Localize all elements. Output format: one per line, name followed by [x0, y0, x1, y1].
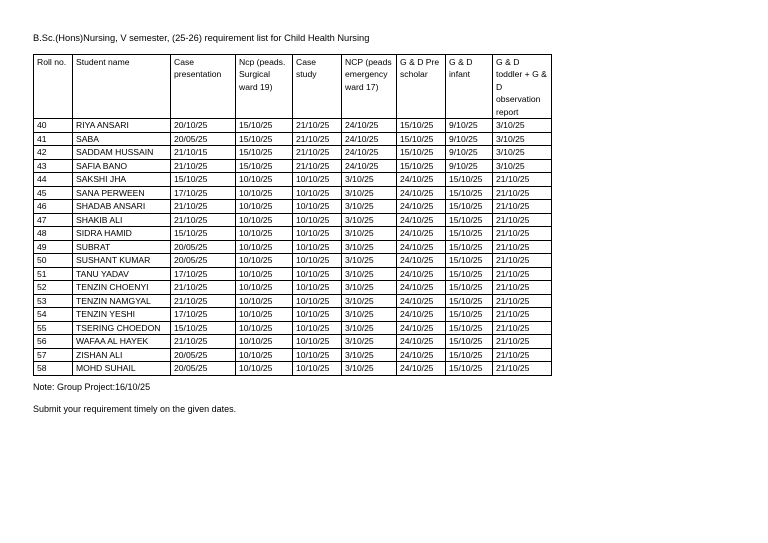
gd-infant-cell: 9/10/25 [446, 132, 493, 146]
case-study-cell: 10/10/25 [293, 240, 342, 254]
student-name-cell: SHAKIB ALI [73, 213, 171, 227]
gd-pre-scholar-cell: 24/10/25 [397, 173, 446, 187]
ncp-emergency-cell: 3/10/25 [342, 213, 397, 227]
ncp-surgical-cell: 10/10/25 [236, 362, 293, 376]
gd-toddler-cell: 3/10/25 [493, 146, 552, 160]
header-ncp-surgical: Ncp (peads. Surgical ward 19) [236, 55, 293, 119]
gd-infant-cell: 15/10/25 [446, 294, 493, 308]
roll-no-cell: 47 [34, 213, 73, 227]
requirement-table [33, 54, 552, 376]
case-presentation-cell: 17/10/25 [171, 267, 236, 281]
ncp-emergency-cell: 3/10/25 [342, 281, 397, 295]
case-study-cell: 10/10/25 [293, 200, 342, 214]
ncp-surgical-cell: 10/10/25 [236, 335, 293, 349]
roll-no-cell: 50 [34, 254, 73, 268]
gd-toddler-cell: 21/10/25 [493, 267, 552, 281]
case-presentation-cell: 15/10/25 [171, 227, 236, 241]
roll-no-cell: 43 [34, 159, 73, 173]
case-presentation-cell: 15/10/25 [171, 321, 236, 335]
case-study-cell: 10/10/25 [293, 308, 342, 322]
header-gd-pre-scholar: G & D Pre scholar [397, 55, 446, 119]
gd-infant-cell: 9/10/25 [446, 159, 493, 173]
ncp-surgical-cell: 10/10/25 [236, 186, 293, 200]
gd-pre-scholar-cell: 24/10/25 [397, 321, 446, 335]
ncp-surgical-cell: 10/10/25 [236, 348, 293, 362]
gd-infant-cell: 15/10/25 [446, 240, 493, 254]
gd-pre-scholar-cell: 15/10/25 [397, 159, 446, 173]
student-name-cell: SHADAB ANSARI [73, 200, 171, 214]
student-name-cell: RIYA ANSARI [73, 119, 171, 133]
case-study-cell: 10/10/25 [293, 213, 342, 227]
case-study-cell: 10/10/25 [293, 348, 342, 362]
gd-toddler-cell: 21/10/25 [493, 281, 552, 295]
roll-no-cell: 53 [34, 294, 73, 308]
gd-infant-cell: 15/10/25 [446, 362, 493, 376]
roll-no-cell: 58 [34, 362, 73, 376]
header-ncp-emergency: NCP (peads emergency ward 17) [342, 55, 397, 119]
ncp-surgical-cell: 15/10/25 [236, 159, 293, 173]
ncp-emergency-cell: 3/10/25 [342, 186, 397, 200]
ncp-surgical-cell: 10/10/25 [236, 308, 293, 322]
gd-pre-scholar-cell: 24/10/25 [397, 335, 446, 349]
ncp-surgical-cell: 10/10/25 [236, 281, 293, 295]
student-name-cell: WAFAA AL HAYEK [73, 335, 171, 349]
table-row [34, 159, 552, 173]
case-study-cell: 10/10/25 [293, 294, 342, 308]
case-presentation-cell: 20/05/25 [171, 362, 236, 376]
ncp-surgical-cell: 10/10/25 [236, 240, 293, 254]
gd-pre-scholar-cell: 24/10/25 [397, 240, 446, 254]
ncp-emergency-cell: 24/10/25 [342, 119, 397, 133]
roll-no-cell: 54 [34, 308, 73, 322]
case-presentation-cell: 20/05/25 [171, 254, 236, 268]
gd-pre-scholar-cell: 24/10/25 [397, 213, 446, 227]
case-study-cell: 10/10/25 [293, 227, 342, 241]
case-presentation-cell: 21/10/25 [171, 159, 236, 173]
gd-infant-cell: 15/10/25 [446, 213, 493, 227]
ncp-emergency-cell: 3/10/25 [342, 254, 397, 268]
student-name-cell: MOHD SUHAIL [73, 362, 171, 376]
case-study-cell: 21/10/25 [293, 159, 342, 173]
gd-infant-cell: 15/10/25 [446, 308, 493, 322]
student-name-cell: SUSHANT KUMAR [73, 254, 171, 268]
table-row [34, 308, 552, 322]
header-student-name: Student name [73, 55, 171, 119]
ncp-emergency-cell: 3/10/25 [342, 173, 397, 187]
case-presentation-cell: 21/10/25 [171, 281, 236, 295]
document-title: B.Sc.(Hons)Nursing, V semester, (25-26) requirement list for Child Health Nursing [33, 33, 370, 43]
gd-infant-cell: 9/10/25 [446, 119, 493, 133]
roll-no-cell: 44 [34, 173, 73, 187]
ncp-surgical-cell: 15/10/25 [236, 146, 293, 160]
case-study-cell: 21/10/25 [293, 146, 342, 160]
student-name-cell: SUBRAT [73, 240, 171, 254]
table-body [34, 119, 552, 376]
gd-pre-scholar-cell: 24/10/25 [397, 227, 446, 241]
roll-no-cell: 51 [34, 267, 73, 281]
ncp-surgical-cell: 10/10/25 [236, 227, 293, 241]
ncp-surgical-cell: 10/10/25 [236, 294, 293, 308]
ncp-surgical-cell: 10/10/25 [236, 200, 293, 214]
gd-pre-scholar-cell: 24/10/25 [397, 267, 446, 281]
gd-toddler-cell: 3/10/25 [493, 132, 552, 146]
student-name-cell: ZISHAN ALI [73, 348, 171, 362]
gd-pre-scholar-cell: 24/10/25 [397, 308, 446, 322]
case-presentation-cell: 21/10/25 [171, 335, 236, 349]
table-row [34, 146, 552, 160]
gd-infant-cell: 15/10/25 [446, 321, 493, 335]
case-presentation-cell: 21/10/25 [171, 213, 236, 227]
gd-pre-scholar-cell: 24/10/25 [397, 362, 446, 376]
case-presentation-cell: 20/05/25 [171, 132, 236, 146]
roll-no-cell: 46 [34, 200, 73, 214]
gd-pre-scholar-cell: 24/10/25 [397, 348, 446, 362]
case-study-cell: 10/10/25 [293, 281, 342, 295]
ncp-emergency-cell: 3/10/25 [342, 362, 397, 376]
table-row [34, 267, 552, 281]
ncp-emergency-cell: 3/10/25 [342, 335, 397, 349]
gd-infant-cell: 15/10/25 [446, 267, 493, 281]
student-name-cell: SABA [73, 132, 171, 146]
ncp-surgical-cell: 10/10/25 [236, 213, 293, 227]
gd-infant-cell: 15/10/25 [446, 335, 493, 349]
case-study-cell: 21/10/25 [293, 119, 342, 133]
ncp-surgical-cell: 15/10/25 [236, 132, 293, 146]
roll-no-cell: 49 [34, 240, 73, 254]
gd-infant-cell: 15/10/25 [446, 254, 493, 268]
case-presentation-cell: 20/10/25 [171, 119, 236, 133]
case-study-cell: 10/10/25 [293, 173, 342, 187]
student-name-cell: TENZIN CHOENYI [73, 281, 171, 295]
gd-pre-scholar-cell: 15/10/25 [397, 146, 446, 160]
roll-no-cell: 45 [34, 186, 73, 200]
roll-no-cell: 42 [34, 146, 73, 160]
case-presentation-cell: 17/10/25 [171, 186, 236, 200]
header-row [34, 55, 552, 119]
ncp-emergency-cell: 24/10/25 [342, 159, 397, 173]
student-name-cell: SANA PERWEEN [73, 186, 171, 200]
case-presentation-cell: 15/10/25 [171, 173, 236, 187]
roll-no-cell: 56 [34, 335, 73, 349]
case-study-cell: 10/10/25 [293, 254, 342, 268]
student-name-cell: TSERING CHOEDON [73, 321, 171, 335]
ncp-surgical-cell: 10/10/25 [236, 173, 293, 187]
gd-pre-scholar-cell: 15/10/25 [397, 119, 446, 133]
gd-toddler-cell: 21/10/25 [493, 321, 552, 335]
roll-no-cell: 57 [34, 348, 73, 362]
gd-infant-cell: 15/10/25 [446, 281, 493, 295]
ncp-emergency-cell: 24/10/25 [342, 146, 397, 160]
ncp-emergency-cell: 3/10/25 [342, 348, 397, 362]
gd-toddler-cell: 21/10/25 [493, 308, 552, 322]
student-name-cell: TENZIN YESHI [73, 308, 171, 322]
case-study-cell: 10/10/25 [293, 321, 342, 335]
case-study-cell: 21/10/25 [293, 132, 342, 146]
case-study-cell: 10/10/25 [293, 186, 342, 200]
table-row [34, 281, 552, 295]
gd-toddler-cell: 21/10/25 [493, 173, 552, 187]
table-row [34, 173, 552, 187]
gd-pre-scholar-cell: 24/10/25 [397, 186, 446, 200]
roll-no-cell: 41 [34, 132, 73, 146]
gd-infant-cell: 15/10/25 [446, 173, 493, 187]
gd-pre-scholar-cell: 24/10/25 [397, 200, 446, 214]
ncp-emergency-cell: 24/10/25 [342, 132, 397, 146]
roll-no-cell: 48 [34, 227, 73, 241]
case-study-cell: 10/10/25 [293, 335, 342, 349]
case-presentation-cell: 21/10/15 [171, 146, 236, 160]
case-presentation-cell: 21/10/25 [171, 294, 236, 308]
gd-toddler-cell: 21/10/25 [493, 227, 552, 241]
gd-pre-scholar-cell: 15/10/25 [397, 132, 446, 146]
gd-toddler-cell: 3/10/25 [493, 159, 552, 173]
table-row [34, 213, 552, 227]
case-presentation-cell: 17/10/25 [171, 308, 236, 322]
table-row [34, 362, 552, 376]
header-case-study: Case study [293, 55, 342, 119]
gd-toddler-cell: 21/10/25 [493, 335, 552, 349]
gd-pre-scholar-cell: 24/10/25 [397, 254, 446, 268]
gd-infant-cell: 9/10/25 [446, 146, 493, 160]
ncp-emergency-cell: 3/10/25 [342, 200, 397, 214]
table-row [34, 119, 552, 133]
gd-toddler-cell: 3/10/25 [493, 119, 552, 133]
gd-toddler-cell: 21/10/25 [493, 294, 552, 308]
table-row [34, 186, 552, 200]
roll-no-cell: 40 [34, 119, 73, 133]
student-name-cell: TENZIN NAMGYAL [73, 294, 171, 308]
gd-toddler-cell: 21/10/25 [493, 254, 552, 268]
ncp-emergency-cell: 3/10/25 [342, 294, 397, 308]
table-row [34, 335, 552, 349]
ncp-emergency-cell: 3/10/25 [342, 240, 397, 254]
table-row [34, 227, 552, 241]
roll-no-cell: 52 [34, 281, 73, 295]
header-gd-toddler: G & D toddler + G & D observation report [493, 55, 552, 119]
table-row [34, 321, 552, 335]
header-case-presentation: Case presentation [171, 55, 236, 119]
header-gd-infant: G & D infant [446, 55, 493, 119]
submission-instruction: Submit your requirement timely on the given dates. [33, 404, 237, 414]
ncp-emergency-cell: 3/10/25 [342, 227, 397, 241]
gd-infant-cell: 15/10/25 [446, 227, 493, 241]
group-project-note: Note: Group Project:16/10/25 [33, 382, 151, 392]
ncp-surgical-cell: 10/10/25 [236, 267, 293, 281]
gd-toddler-cell: 21/10/25 [493, 186, 552, 200]
student-name-cell: SAKSHI JHA [73, 173, 171, 187]
ncp-surgical-cell: 15/10/25 [236, 119, 293, 133]
header-roll-no: Roll no. [34, 55, 73, 119]
table-row [34, 240, 552, 254]
student-name-cell: SAFIA BANO [73, 159, 171, 173]
ncp-surgical-cell: 10/10/25 [236, 321, 293, 335]
case-presentation-cell: 21/10/25 [171, 200, 236, 214]
gd-toddler-cell: 21/10/25 [493, 362, 552, 376]
ncp-emergency-cell: 3/10/25 [342, 267, 397, 281]
table-row [34, 254, 552, 268]
table-row [34, 348, 552, 362]
case-presentation-cell: 20/05/25 [171, 240, 236, 254]
ncp-surgical-cell: 10/10/25 [236, 254, 293, 268]
student-name-cell: TANU YADAV [73, 267, 171, 281]
ncp-emergency-cell: 3/10/25 [342, 308, 397, 322]
gd-infant-cell: 15/10/25 [446, 186, 493, 200]
case-study-cell: 10/10/25 [293, 267, 342, 281]
student-name-cell: SADDAM HUSSAIN [73, 146, 171, 160]
case-presentation-cell: 20/05/25 [171, 348, 236, 362]
table-row [34, 132, 552, 146]
gd-infant-cell: 15/10/25 [446, 200, 493, 214]
table-row [34, 200, 552, 214]
gd-pre-scholar-cell: 24/10/25 [397, 281, 446, 295]
gd-toddler-cell: 21/10/25 [493, 348, 552, 362]
case-study-cell: 10/10/25 [293, 362, 342, 376]
gd-toddler-cell: 21/10/25 [493, 200, 552, 214]
gd-toddler-cell: 21/10/25 [493, 213, 552, 227]
gd-infant-cell: 15/10/25 [446, 348, 493, 362]
table-row [34, 294, 552, 308]
roll-no-cell: 55 [34, 321, 73, 335]
gd-pre-scholar-cell: 24/10/25 [397, 294, 446, 308]
ncp-emergency-cell: 3/10/25 [342, 321, 397, 335]
gd-toddler-cell: 21/10/25 [493, 240, 552, 254]
student-name-cell: SIDRA HAMID [73, 227, 171, 241]
